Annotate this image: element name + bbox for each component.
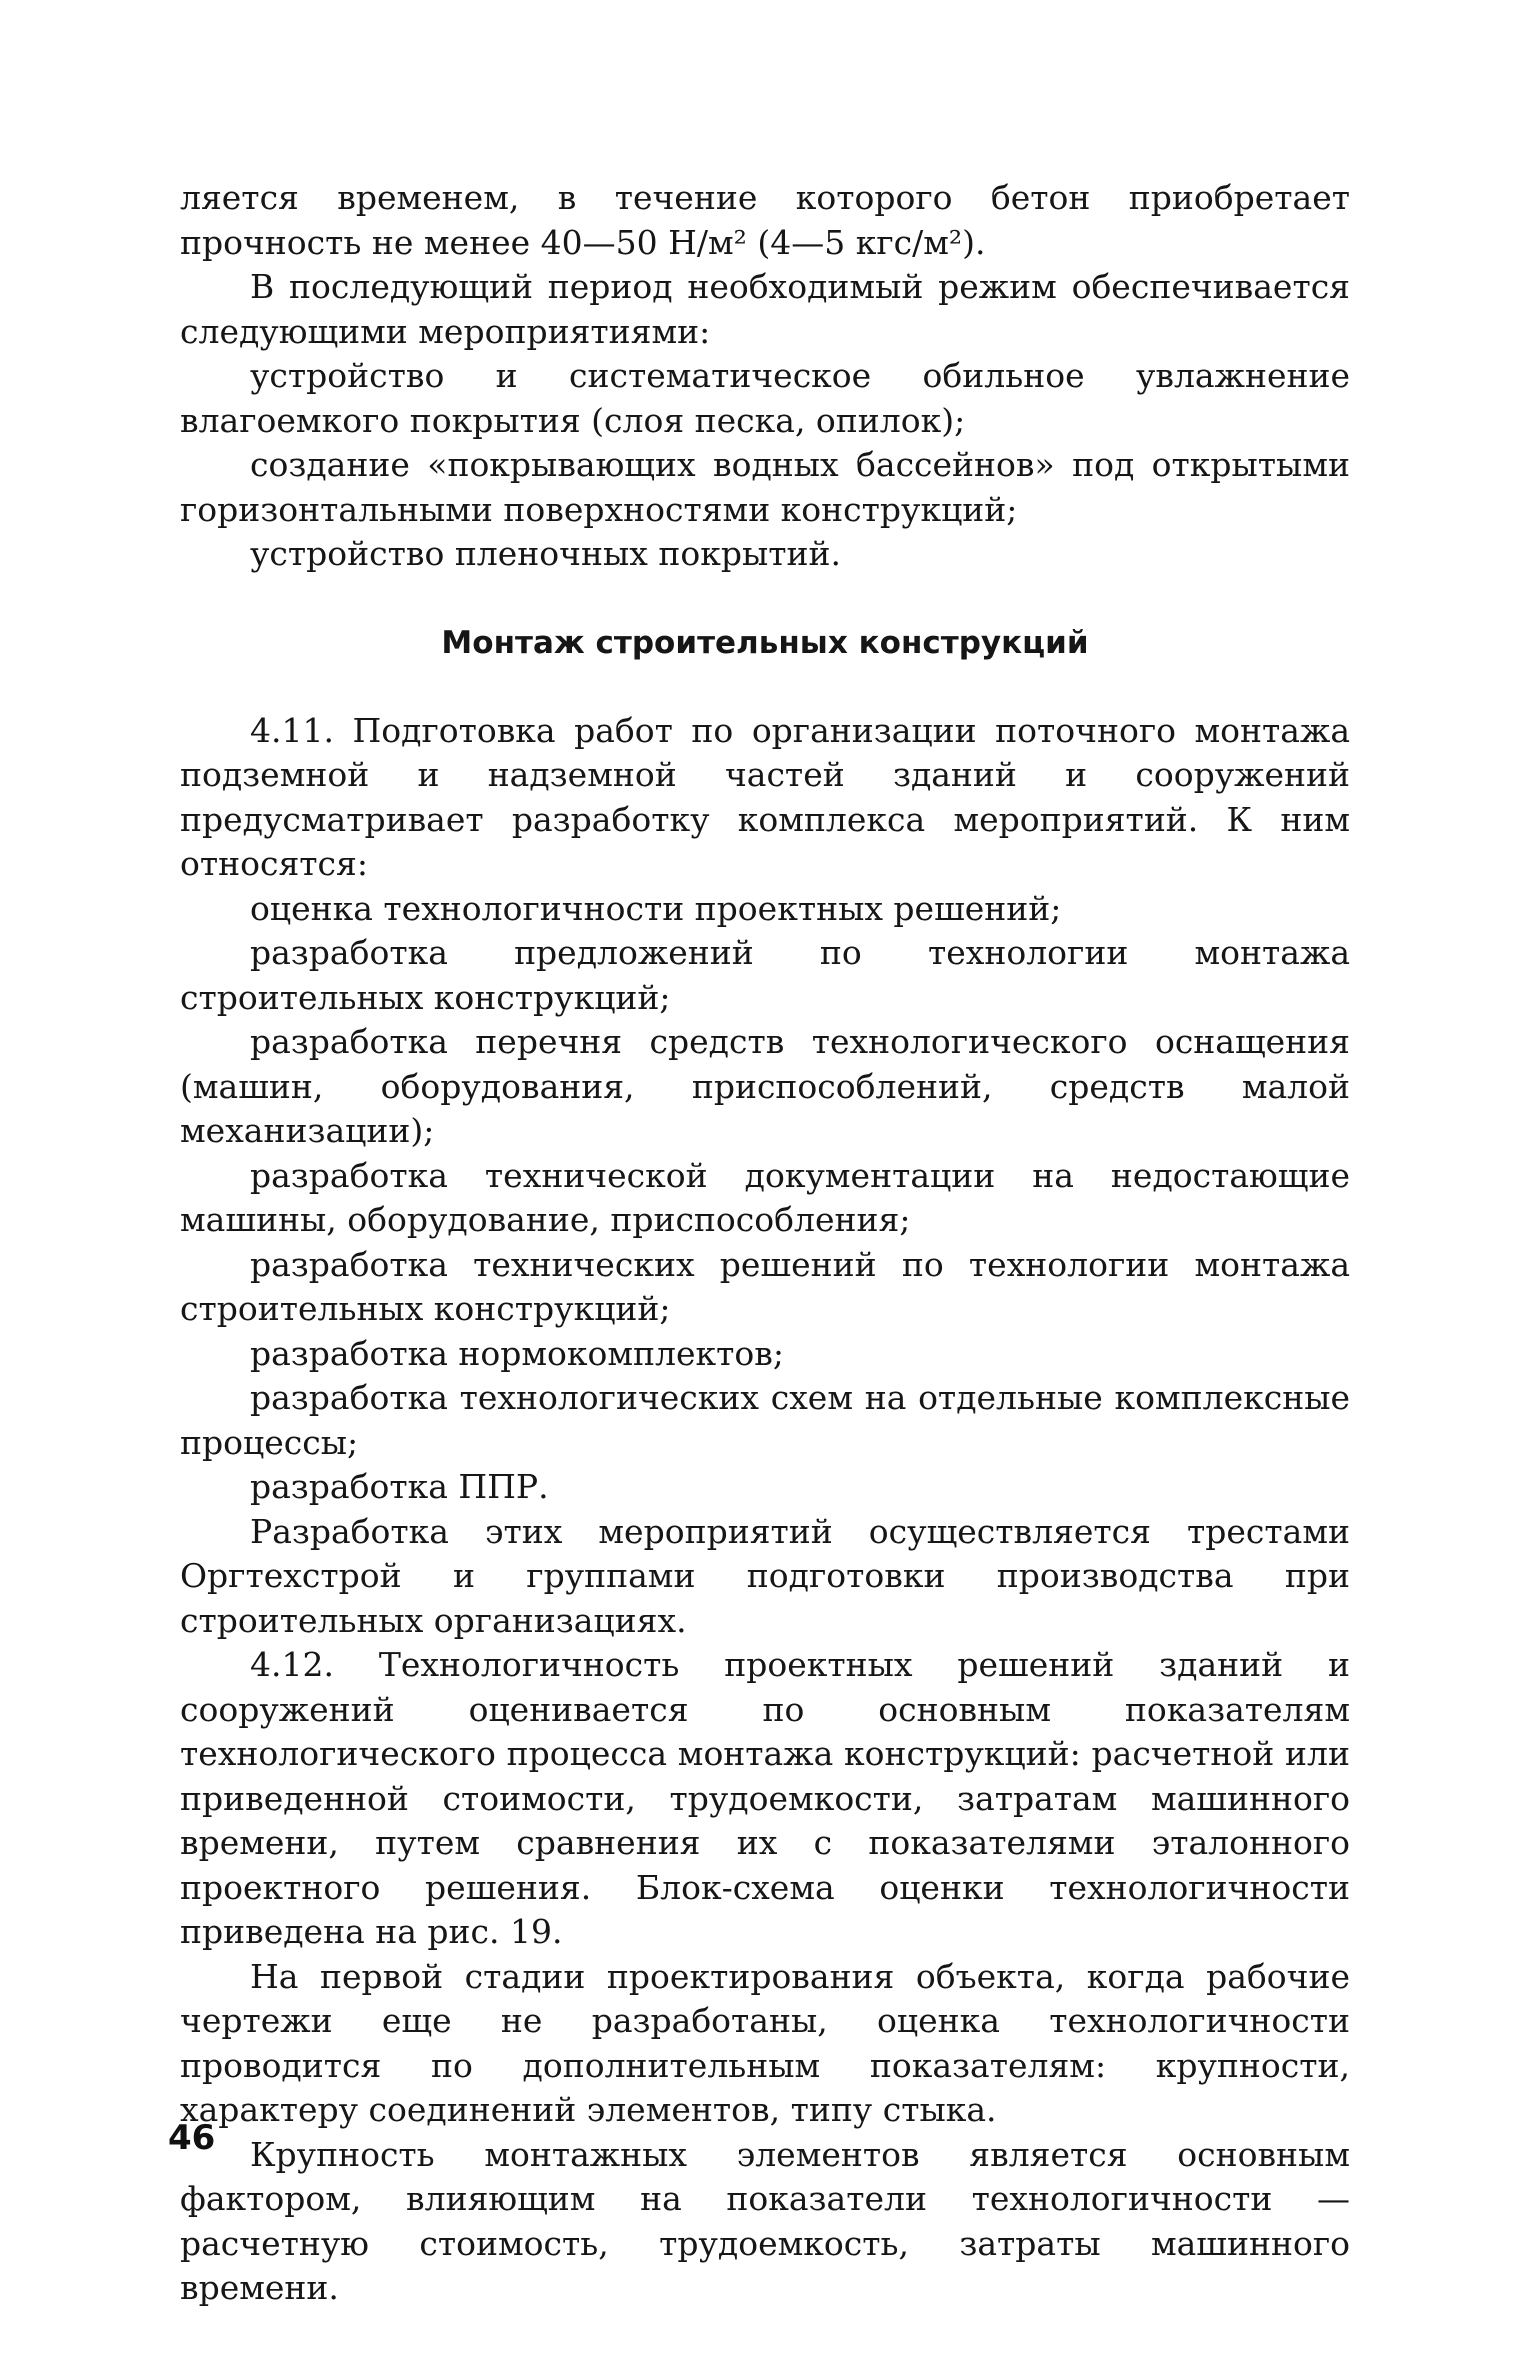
paragraph: На первой стадии проектирования объекта, когда рабочие чертежи еще не разработаны, оценка технологичности проводится по дополнительным показателям: крупности, характеру соединений элементов, типу стыка. xyxy=(180,1956,1350,2129)
list-item: создание «покрывающих водных бассейнов» под открытыми горизонтальными поверхностями конструкций; xyxy=(180,445,1350,529)
list-item: устройство пленочных покрытий. xyxy=(250,534,841,573)
section-heading: Монтаж строительных конструкций xyxy=(441,624,1089,661)
list-item: устройство и систематическое обильное увлажнение влагоемкого покрытия (слоя песка, опилок); xyxy=(180,356,1350,440)
page-number: 46 xyxy=(168,2118,216,2158)
paragraph: ляется временем, в течение которого бетон приобретает прочность не менее 40—50 Н/м² (4—5 кгс/м²). xyxy=(180,178,1350,262)
list-item: разработка нормокомплектов; xyxy=(250,1333,784,1373)
paragraph: Крупность монтажных элементов является основным фактором, влияющим на показатели технологичности — расчетную стоимость, трудоемкость, затраты машинного времени. xyxy=(180,2134,1350,2307)
paragraph: Разработка этих мероприятий осуществляется трестами Оргтехстрой и группами подготовки производства при строительных организациях. xyxy=(180,1511,1350,1640)
list-item: разработка перечня средств технологического оснащения (машин, оборудования, приспособлений, средств малой механизации); xyxy=(180,1022,1350,1150)
list-item: разработка предложений по технологии монтажа строительных конструкций; xyxy=(180,933,1350,1017)
paragraph: 4.11. Подготовка работ по организации поточного монтажа подземной и надземной частей зданий и сооружений предусматривает разработку комплекса мероприятий. К ним относятся: xyxy=(180,710,1350,883)
list-item: разработка технических решений по технологии монтажа строительных конструкций; xyxy=(180,1244,1350,1328)
list-item: оценка технологичности проектных решений; xyxy=(250,888,1062,928)
spacer xyxy=(180,665,1350,709)
paragraph: В последующий период необходимый режим обеспечивается следующими мероприятиями: xyxy=(180,267,1350,351)
paragraph: 4.12. Технологичность проектных решений зданий и сооружений оценивается по основным показателям технологического процесса монтажа конструкций: расчетной или приведенной стоимости, трудоемкости, затратам машинного времени, путем сравнения их с показателями эталонного проектного решения. Блок-схема оценки технологичности приведена на рис. 19. xyxy=(180,1645,1350,1951)
spacer xyxy=(180,577,1350,621)
list-item: разработка ППР. xyxy=(250,1467,549,1506)
list-item: разработка технической документации на недостающие машины, оборудование, приспособления; xyxy=(180,1155,1350,1239)
page-body xyxy=(180,176,1350,2311)
list-item: разработка технологических схем на отдельные комплексные процессы; xyxy=(180,1378,1350,1462)
